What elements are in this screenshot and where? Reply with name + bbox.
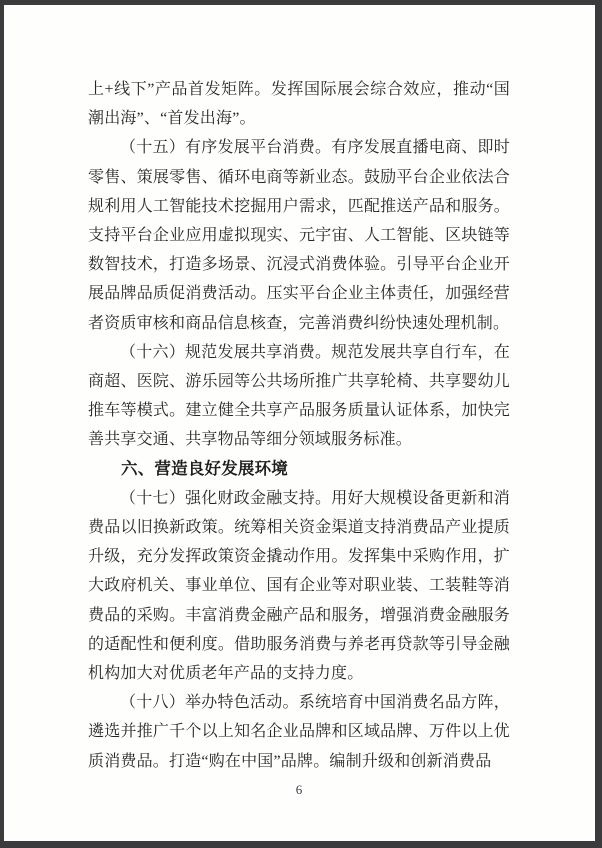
document-body — [88, 75, 510, 776]
page-number: 6 — [295, 782, 303, 797]
paragraph: 上+线下”产品首发矩阵。发挥国际展会综合效应，推动“国潮出海”、“首发出海”。 — [88, 81, 510, 128]
document-page — [4, 5, 595, 841]
paragraph: （十五）有序发展平台消费。有序发展直播电商、即时零售、策展零售、循环电商等新业态。鼓励平台企业依法合规利用人工智能技术挖掘用户需求，匹配推送产品和服务。支持平台企业应用虚拟现实、元宇宙、人工智能、区块链等数智技术，打造多场景、沉浸式消费体验。引导平台企业开展品牌品质促消费活动。压实平台企业主体责任，加强经营者资质审核和商品信息核查，完善消费纠纷快速处理机制。 — [88, 139, 510, 332]
section-heading: 六、营造良好发展环境 — [121, 459, 288, 478]
paragraph: （十六）规范发展共享消费。规范发展共享自行车，在商超、医院、游乐园等公共场所推广共享轮椅、共享婴幼儿推车等模式。建立健全共享产品服务质量认证体系，加快完善共享交通、共享物品等细分领域服务标准。 — [88, 343, 510, 449]
paragraph: （十七）强化财政金融支持。用好大规模设备更新和消费品以旧换新政策。统筹相关资金渠道支持消费品产业提质升级，充分发挥政策资金撬动作用。发挥集中采购作用，扩大政府机关、事业单位、国有企业等对职业装、工装鞋等消费品的采购。丰富消费金融产品和服务，增强消费金融服务的适配性和便利度。借助服务消费与养老再贷款等引导金融机构加大对优质老年产品的支持力度。 — [88, 489, 510, 683]
paragraph: （十八）举办特色活动。系统培育中国消费名品方阵，遴选并推广千个以上知名企业品牌和区域品牌、万件以上优质消费品。打造“购在中国”品牌。编制升级和创新消费品 — [88, 694, 510, 770]
